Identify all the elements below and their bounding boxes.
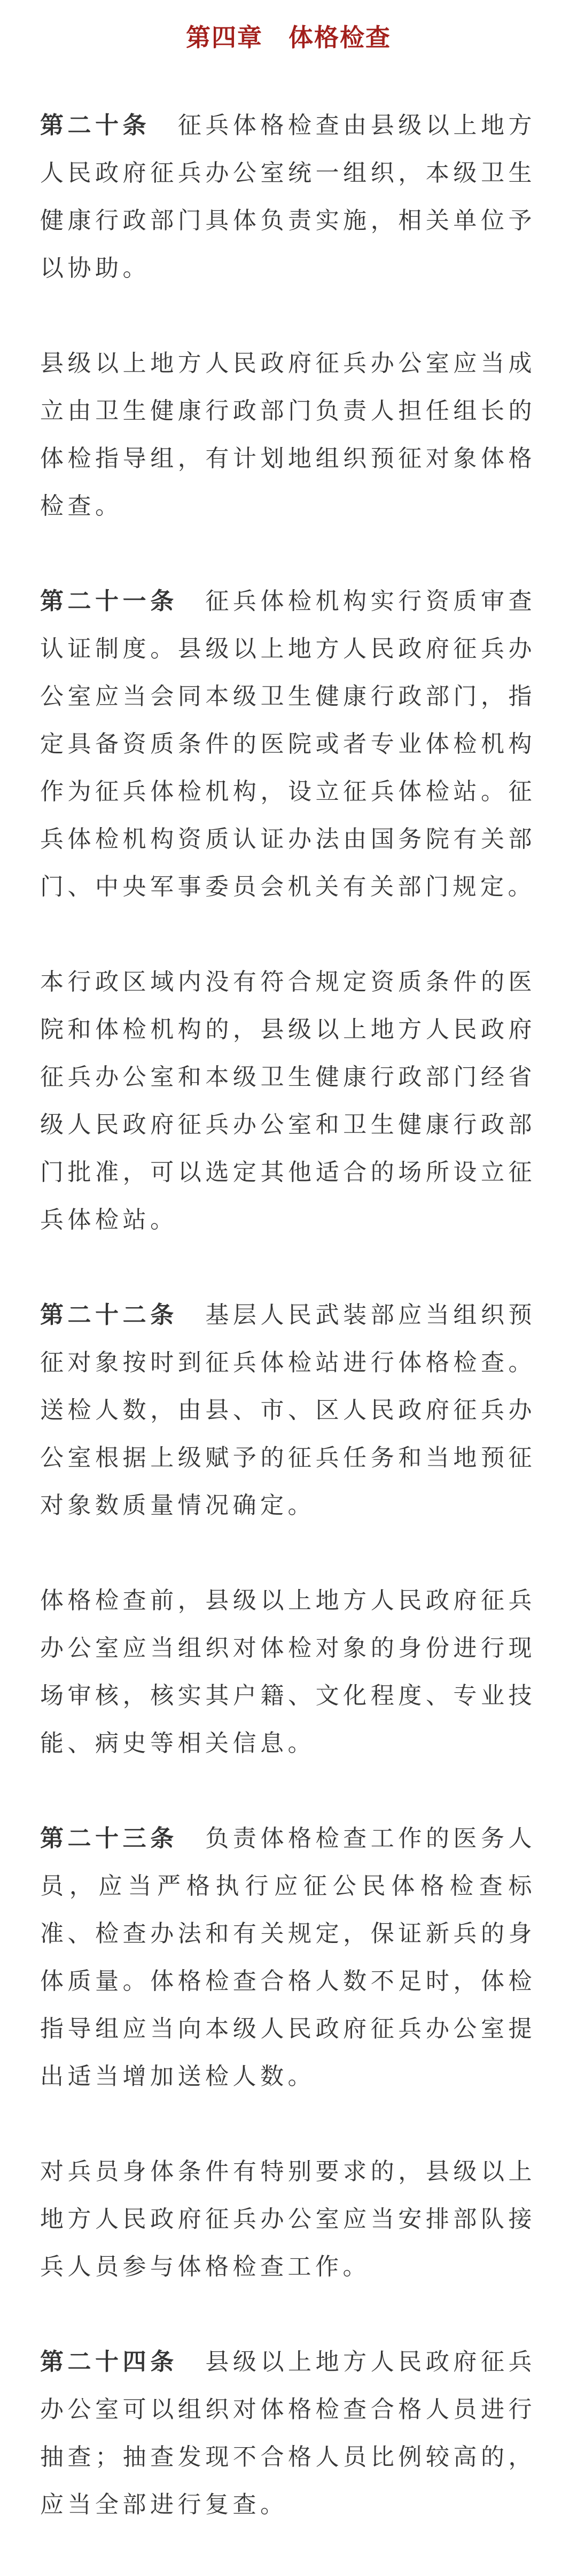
article-paragraph <box>40 577 536 911</box>
chapter-title: 第四章 体格检查 <box>186 24 391 51</box>
line-text: 员，应当严格执行应征公民体格检查标 <box>40 1873 536 1899</box>
line-text: 定具备资质条件的医院或者专业体检机构 <box>40 731 536 757</box>
line-text: 对兵员身体条件有特别要求的，县级以上 <box>40 2158 536 2185</box>
text-line <box>40 720 536 768</box>
text-line <box>40 2386 536 2433</box>
article-body <box>40 102 536 2576</box>
line-text: 基层人民武装部应当组织预 <box>205 1302 536 1328</box>
body-paragraph <box>40 958 536 1244</box>
text-line <box>40 1196 536 1244</box>
text-line <box>40 1006 536 1053</box>
line-text: 立由卫生健康行政部门负责人担任组长的 <box>40 398 536 424</box>
line-text: 征兵办公室和本级卫生健康行政部门经省 <box>40 1064 536 1090</box>
line-text: 公室应当会同本级卫生健康行政部门，指 <box>40 683 536 709</box>
line-text: 作为征兵体检机构，设立征兵体检站。征 <box>40 778 536 805</box>
text-line <box>40 1434 536 1482</box>
line-text: 以协助。 <box>40 255 150 281</box>
text-line <box>40 768 536 815</box>
text-line <box>40 435 536 482</box>
text-line <box>40 1577 536 1624</box>
text-line <box>40 863 536 911</box>
line-text: 送检人数，由县、市、区人民政府征兵办 <box>40 1397 536 1423</box>
text-line <box>40 1910 536 1957</box>
line-text: 县级以上地方人民政府征兵办公室应当成 <box>40 350 536 376</box>
text-line <box>40 1339 536 1386</box>
line-text: 兵体检站。 <box>40 1207 178 1233</box>
line-text: 门、中央军事委员会机关有关部门规定。 <box>40 874 535 900</box>
line-text: 办公室应当组织对体检对象的身份进行现 <box>40 1635 536 1661</box>
text-line <box>40 1815 536 1862</box>
line-text: 应当全部进行复查。 <box>40 2492 288 2518</box>
text-line <box>40 1101 536 1148</box>
line-text: 体格检查前，县级以上地方人民政府征兵 <box>40 1587 536 1614</box>
text-line <box>40 1624 536 1672</box>
text-line <box>40 482 536 530</box>
text-line <box>40 958 536 1006</box>
line-text: 认证制度。县级以上地方人民政府征兵办 <box>40 636 536 662</box>
text-line <box>40 149 536 197</box>
article-number: 第二十四条 <box>40 2349 178 2375</box>
line-text: 健康行政部门具体负责实施，相关单位予 <box>40 207 536 234</box>
text-line <box>40 1148 536 1196</box>
text-line <box>40 2005 536 2053</box>
line-text: 体检指导组，有计划地组织预征对象体格 <box>40 445 536 472</box>
line-text: 本行政区域内没有符合规定资质条件的医 <box>40 969 536 995</box>
text-line <box>40 387 536 435</box>
text-line <box>40 2195 536 2243</box>
line-text: 抽查；抽查发现不合格人员比例较高的， <box>40 2444 536 2470</box>
text-line <box>40 2243 536 2290</box>
line-text: 院和体检机构的，县级以上地方人民政府 <box>40 1016 536 1043</box>
line-text: 负责体格检查工作的医务人 <box>205 1825 536 1852</box>
text-line <box>40 1291 536 1339</box>
text-line <box>40 577 536 625</box>
text-line <box>40 2481 536 2528</box>
article-paragraph <box>40 2338 536 2528</box>
article-paragraph <box>40 1815 536 2100</box>
line-text: 对象数质量情况确定。 <box>40 1492 315 1518</box>
line-text: 体质量。体格检查合格人数不足时，体检 <box>40 1968 536 1994</box>
line-text: 兵人员参与体格检查工作。 <box>40 2254 370 2280</box>
line-text: 县级以上地方人民政府征兵 <box>205 2349 536 2375</box>
line-text: 征兵体检机构实行资质审查 <box>205 588 536 614</box>
text-line <box>40 244 536 292</box>
line-text: 门批准，可以选定其他适合的场所设立征 <box>40 1159 536 1185</box>
body-paragraph <box>40 340 536 530</box>
text-line <box>40 1053 536 1101</box>
line-text: 检查。 <box>40 493 123 519</box>
line-text: 地方人民政府征兵办公室应当安排部队接 <box>40 2206 536 2232</box>
line-text: 指导组应当向本级人民政府征兵办公室提 <box>40 2016 536 2042</box>
line-text: 能、病史等相关信息。 <box>40 1730 315 1756</box>
line-text: 公室根据上级赋予的征兵任务和当地预征 <box>40 1445 536 1471</box>
body-paragraph <box>40 2148 536 2290</box>
line-text: 级人民政府征兵办公室和卫生健康行政部 <box>40 1112 536 1138</box>
text-line <box>40 1386 536 1434</box>
text-line <box>40 1719 536 1767</box>
line-text: 人民政府征兵办公室统一组织，本级卫生 <box>40 160 536 186</box>
text-line <box>40 1482 536 1529</box>
line-text: 出适当增加送检人数。 <box>40 2063 315 2089</box>
line-text: 兵体检机构资质认证办法由国务院有关部 <box>40 826 536 852</box>
article-paragraph <box>40 1291 536 1529</box>
article-number: 第二十一条 <box>40 588 178 614</box>
body-paragraph <box>40 1577 536 1767</box>
text-line <box>40 2053 536 2100</box>
text-line <box>40 340 536 387</box>
text-line <box>40 2148 536 2195</box>
text-line <box>40 625 536 673</box>
article-paragraph <box>40 102 536 292</box>
line-text: 场审核，核实其户籍、文化程度、专业技 <box>40 1683 536 1709</box>
line-text: 征兵体格检查由县级以上地方 <box>177 112 536 138</box>
text-line <box>40 1957 536 2005</box>
text-line <box>40 2433 536 2481</box>
line-text: 办公室可以组织对体格检查合格人员进行 <box>40 2396 536 2423</box>
text-line <box>40 2338 536 2386</box>
text-line <box>40 815 536 863</box>
line-text: 准、检查办法和有关规定，保证新兵的身 <box>40 1921 536 1947</box>
article-number: 第二十条 <box>40 112 151 138</box>
text-line <box>40 197 536 244</box>
article-number: 第二十三条 <box>40 1825 178 1852</box>
text-line <box>40 673 536 720</box>
text-line <box>40 1672 536 1719</box>
text-line <box>40 1862 536 1910</box>
article-number: 第二十二条 <box>40 1302 178 1328</box>
line-text: 征对象按时到征兵体检站进行体格检查。 <box>40 1349 536 1376</box>
text-line <box>40 102 536 149</box>
